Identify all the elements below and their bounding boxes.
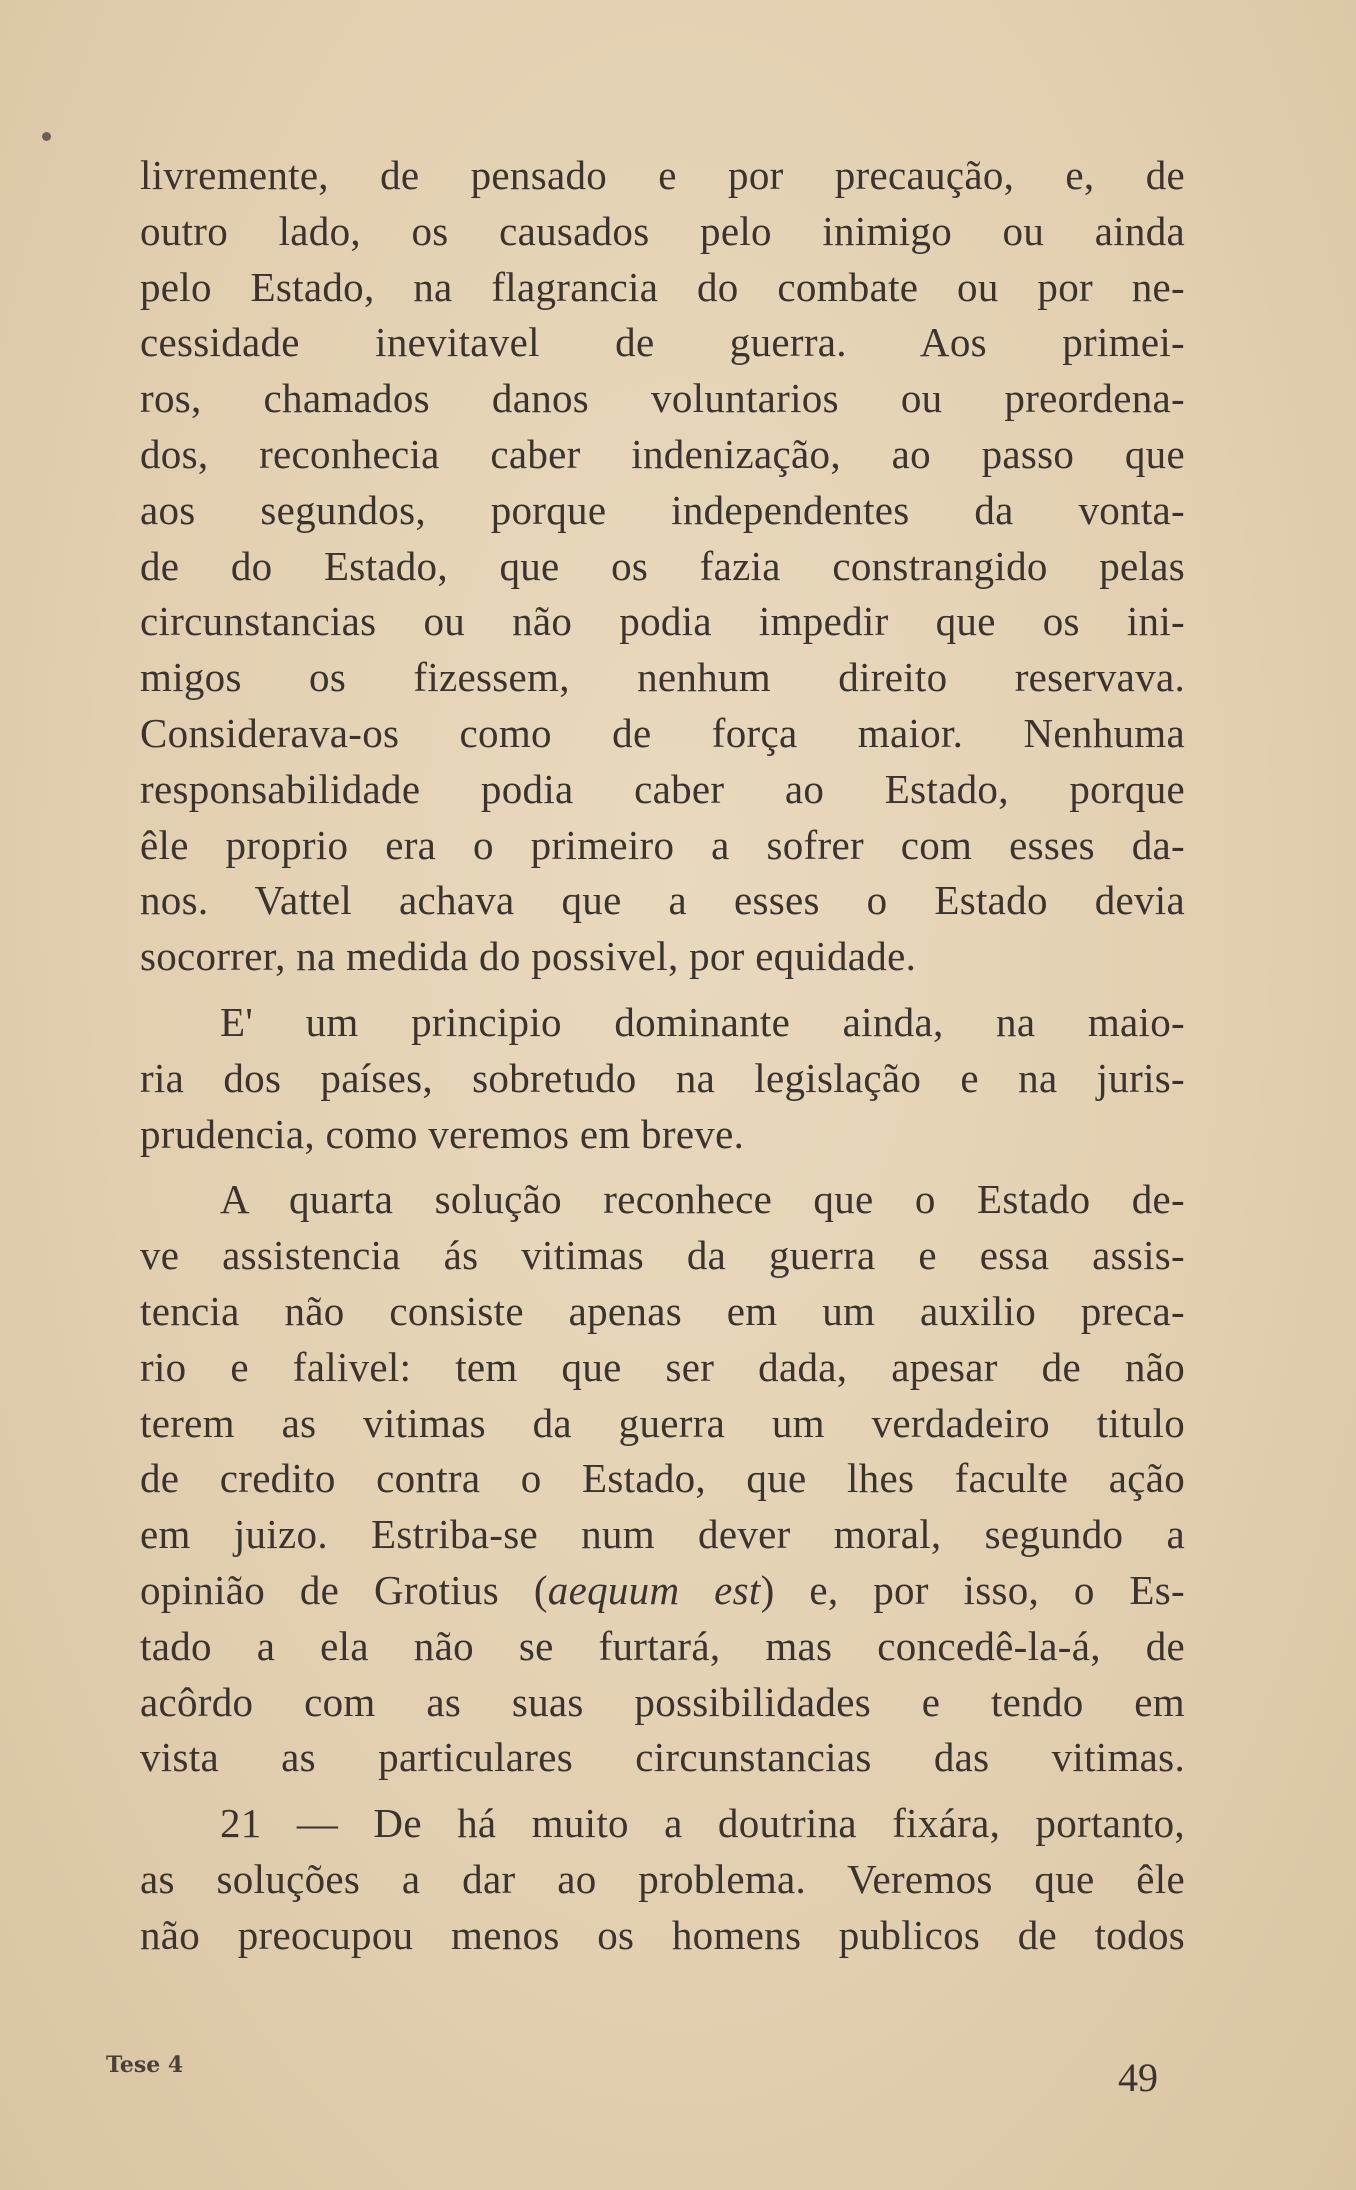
text-line: cessidade inevitavel de guerra. Aos primei- (140, 319, 1185, 366)
text-line: circunstancias ou não podia impedir que os ini- (140, 598, 1185, 645)
text-line: tado a ela não se furtará, mas concedê-la-á, de (140, 1622, 1185, 1669)
text-line: socorrer, na medida do possivel, por equidade. (140, 933, 917, 980)
text-line: ve assistencia ás vitimas da guerra e essa assis- (140, 1232, 1185, 1279)
page-number: 49 (1118, 2055, 1158, 2100)
text-line: terem as vitimas da guerra um verdadeiro titulo (140, 1399, 1185, 1446)
text-line: dos, reconhecia caber indenização, ao passo que (140, 430, 1185, 477)
latin-phrase: aequum est (547, 1566, 761, 1613)
body-text (140, 148, 1185, 1964)
text-line: E' um principio dominante ainda, na maio- (220, 998, 1185, 1045)
text-line: vista as particulares circunstancias das vitimas. (140, 1734, 1185, 1781)
text-line: ros, chamados danos voluntarios ou preordena- (140, 375, 1185, 422)
text-line: aos segundos, porque independentes da vonta- (140, 486, 1185, 533)
text-line: 21 — De há muito a doutrina fixára, portanto, (220, 1800, 1185, 1847)
text-line: responsabilidade podia caber ao Estado, porque (140, 765, 1185, 812)
text-line: prudencia, como veremos em breve. (140, 1110, 745, 1157)
text-line: êle proprio era o primeiro a sofrer com esses da- (140, 821, 1185, 868)
text-line: A quarta solução reconhece que o Estado de- (220, 1176, 1185, 1223)
text-line: não preocupou menos os homens publicos de todos (140, 1911, 1185, 1958)
text-line: de do Estado, que os fazia constrangido pelas (140, 542, 1185, 589)
paragraph-4 (140, 1796, 1185, 1963)
text-line: opinião de Grotius (aequum est) e, por isso, o Es- (140, 1566, 1185, 1613)
text-line: migos os fizessem, nenhum direito reservava. (140, 654, 1185, 701)
paragraph-2 (140, 995, 1185, 1162)
text-line: outro lado, os causados pelo inimigo ou ainda (140, 207, 1185, 254)
signature-mark: Tese 4 (106, 2052, 184, 2078)
text-line: livremente, de pensado e por precaução, e, de (140, 152, 1185, 198)
text-line: rio e falivel: tem que ser dada, apesar de não (140, 1343, 1185, 1390)
ink-speck (42, 132, 51, 141)
text-line: em juizo. Estriba-se num dever moral, segundo a (140, 1511, 1185, 1558)
text-line: Considerava-os como de força maior. Nenhuma (140, 709, 1185, 756)
text-line: acôrdo com as suas possibilidades e tendo em (140, 1678, 1185, 1725)
paragraph-1 (140, 148, 1185, 985)
text-line: ria dos países, sobretudo na legislação e na juris- (140, 1054, 1185, 1101)
text-line: nos. Vattel achava que a esses o Estado devia (140, 877, 1185, 924)
text-line: as soluções a dar ao problema. Veremos que êle (140, 1855, 1185, 1902)
text-line: de credito contra o Estado, que lhes faculte ação (140, 1455, 1185, 1502)
text-line: tencia não consiste apenas em um auxilio preca- (140, 1287, 1185, 1334)
text-line: pelo Estado, na flagrancia do combate ou por ne- (140, 263, 1185, 310)
paragraph-3 (140, 1172, 1185, 1786)
